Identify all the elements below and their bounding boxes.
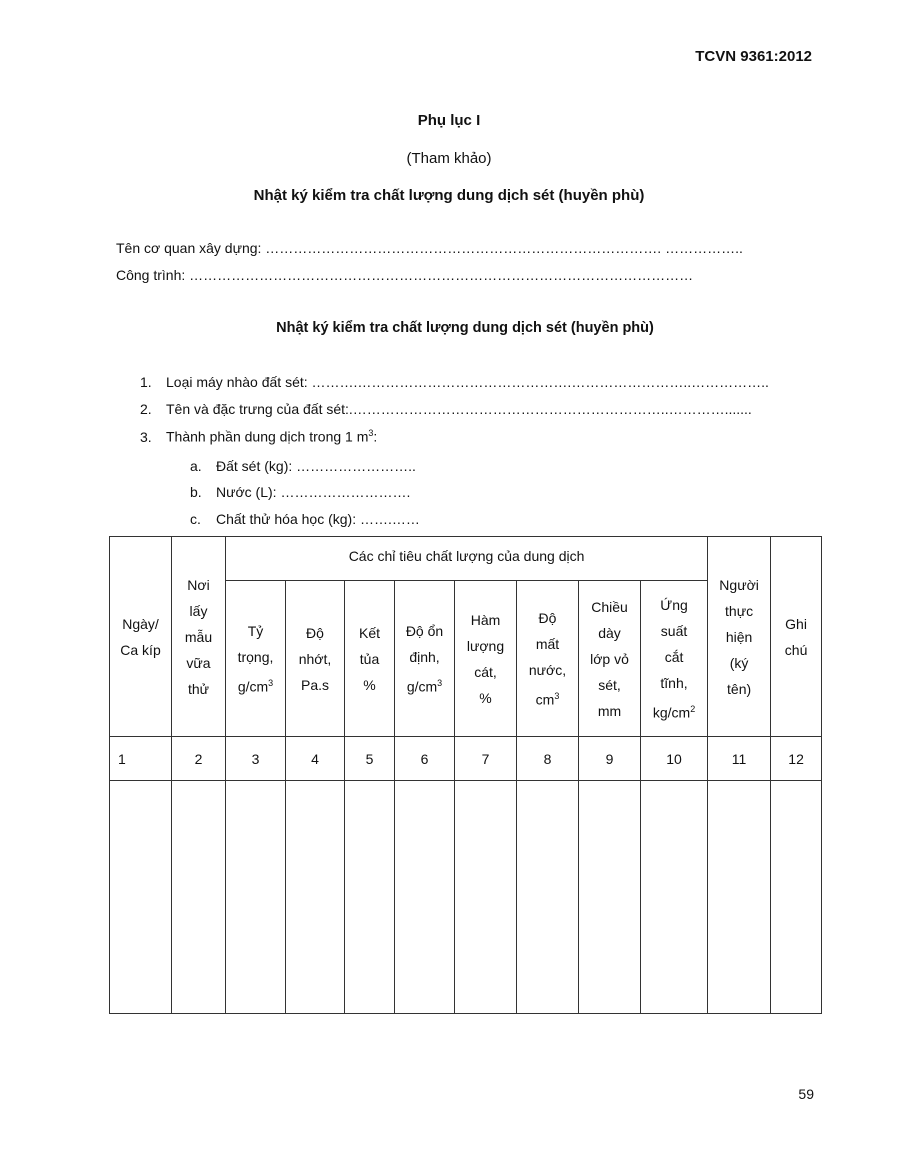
item-number: b. bbox=[190, 484, 202, 500]
column-number: 2 bbox=[172, 737, 226, 781]
empty-cell bbox=[517, 781, 579, 1014]
header-stability: Độ ổn định, $g/cm^3$ bbox=[395, 581, 455, 737]
item-text: Nước (L): ………………………. bbox=[216, 484, 411, 500]
empty-cell bbox=[345, 781, 395, 1014]
column-number: 1 bbox=[110, 737, 172, 781]
header-viscosity: Độ nhớt, Pa.s bbox=[286, 581, 345, 737]
sub-item bbox=[190, 484, 410, 500]
agency-field: Tên cơ quan xây dựng: …………………………………………………………………………. …………….. bbox=[116, 240, 743, 256]
item-text: Loại máy nhào đất sét: ……….……………………………………….……………………..…………….. bbox=[166, 374, 769, 390]
column-number: 6 bbox=[395, 737, 455, 781]
list-item bbox=[140, 428, 377, 445]
column-number: 7 bbox=[455, 737, 517, 781]
list-item bbox=[140, 401, 752, 417]
main-title: Nhật ký kiểm tra chất lượng dung dịch sét (huyền phù) bbox=[253, 187, 645, 204]
header-performer: Người thực hiện (ký tên) bbox=[708, 537, 771, 737]
item-suffix: : bbox=[373, 428, 378, 445]
empty-cell bbox=[110, 781, 172, 1014]
item-number: 1. bbox=[140, 374, 152, 390]
item-number: 3. bbox=[140, 428, 152, 445]
header-quality-indicators: Các chỉ tiêu chất lượng của dung dịch bbox=[226, 537, 708, 581]
empty-cell bbox=[395, 781, 455, 1014]
header-water-loss: Độ mất nước, $cm^3$ bbox=[517, 581, 579, 737]
sub-item bbox=[190, 458, 416, 474]
project-field: Công trình: ……………………………………………………………………………………………… bbox=[116, 267, 694, 283]
empty-cell bbox=[286, 781, 345, 1014]
column-number: 10 bbox=[641, 737, 708, 781]
header-notes: Ghi chú bbox=[771, 537, 822, 737]
appendix-title: Phụ lục I bbox=[417, 112, 481, 129]
column-number: 5 bbox=[345, 737, 395, 781]
header-sand-content: Hàm lượng cát, % bbox=[455, 581, 517, 737]
empty-cell bbox=[641, 781, 708, 1014]
column-number: 9 bbox=[579, 737, 641, 781]
empty-cell bbox=[172, 781, 226, 1014]
empty-cell bbox=[579, 781, 641, 1014]
column-number: 11 bbox=[708, 737, 771, 781]
header-sample-location: Nơi lấy mẫu vữa thử bbox=[172, 537, 226, 737]
empty-data-row bbox=[110, 781, 822, 1014]
header-sediment: Kết tủa % bbox=[345, 581, 395, 737]
item-text: Chất thử hóa học (kg): …….…… bbox=[216, 511, 420, 527]
standard-code: TCVN 9361:2012 bbox=[695, 48, 812, 65]
column-number: 3 bbox=[226, 737, 286, 781]
header-density: Tỷ trọng, $g/cm^3$ bbox=[226, 581, 286, 737]
reference-label: (Tham khảo) bbox=[406, 150, 492, 167]
page-number: 59 bbox=[798, 1086, 814, 1102]
empty-cell bbox=[771, 781, 822, 1014]
item-number: 2. bbox=[140, 401, 152, 417]
superscript: 3 bbox=[368, 428, 374, 438]
item-text: Đất sét (kg): …………………….. bbox=[216, 458, 416, 474]
empty-cell bbox=[455, 781, 517, 1014]
item-text: Tên và đặc trưng của đất sét:.…………………………………………………………..…………....... bbox=[166, 401, 752, 417]
sub-item bbox=[190, 511, 420, 527]
item-number: c. bbox=[190, 511, 201, 527]
column-number: 4 bbox=[286, 737, 345, 781]
column-number: 8 bbox=[517, 737, 579, 781]
item-text: Thành phần dung dịch trong 1 m bbox=[166, 428, 369, 445]
section-title: Nhật ký kiểm tra chất lượng dung dịch sét (huyền phù) bbox=[276, 320, 654, 336]
column-number: 12 bbox=[771, 737, 822, 781]
item-number: a. bbox=[190, 458, 202, 474]
header-cake-thickness: Chiều dày lớp vỏ sét, mm bbox=[579, 581, 641, 737]
column-number-row bbox=[110, 737, 822, 781]
empty-cell bbox=[226, 781, 286, 1014]
empty-cell bbox=[708, 781, 771, 1014]
log-table bbox=[109, 536, 822, 1014]
list-item bbox=[140, 374, 769, 390]
header-shear-stress: Ứng suất cắt tĩnh, $kg/cm^2$ bbox=[641, 581, 708, 737]
header-date-shift: Ngày/ Ca kíp bbox=[110, 537, 172, 737]
